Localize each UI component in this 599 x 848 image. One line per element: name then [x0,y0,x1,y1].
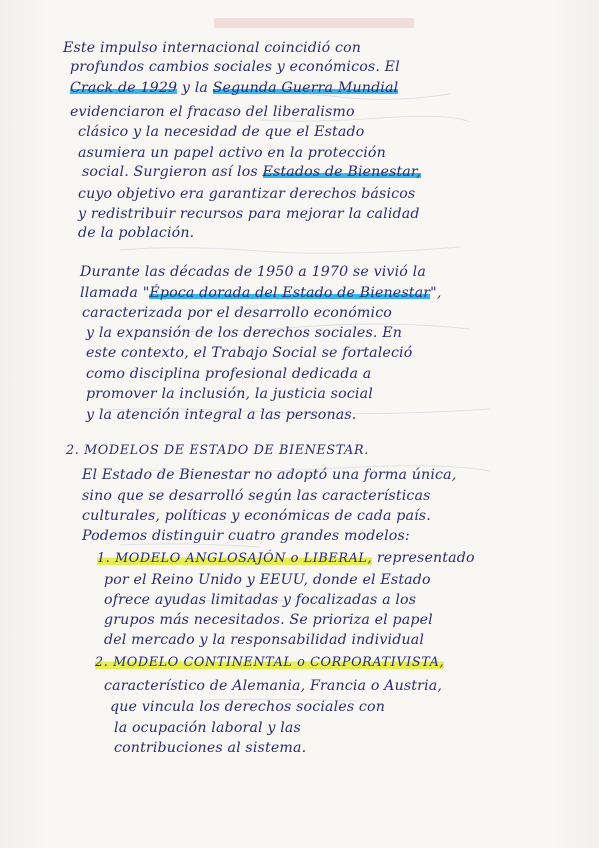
text-line: la ocupación laboral y las [114,720,301,736]
text-line: grupos más necesitados. Se prioriza el papel [104,612,433,628]
text-line: y redistribuir recursos para mejorar la calidad [78,206,420,222]
text-line: este contexto, el Trabajo Social se fortaleció [86,345,413,361]
text-line: que vincula los derechos sociales con [110,699,386,715]
highlight-estados-bienestar: Estados de Bienestar, [262,164,421,180]
highlight-crack-1929: Crack de 1929 [70,80,178,96]
torn-paper-edge [214,18,414,28]
text-line: y la atención integral a las personas. [86,407,357,423]
text-line: Este impulso internacional coincidió con [63,40,362,56]
text-line: Durante las décadas de 1950 a 1970 se vivió la [80,264,426,280]
text-line: caracterizada por el desarrollo económico [82,305,392,321]
highlight-modelo-continental: 2. MODELO CONTINENTAL o CORPORATIVISTA, [95,655,445,670]
text-line: por el Reino Unido y EEUU, donde el Estado [104,572,431,588]
text-line [95,652,444,673]
text-line: cuyo objetivo era garantizar derechos básicos [78,186,416,202]
text-line: contribuciones al sistema. [114,740,307,756]
text-line: Crack de 1929 y la Segunda Guerra Mundial [70,80,399,96]
text-line: característico de Alemania, Francia o Austria, [104,678,443,694]
text-line: asumiera un papel activo en la protección [78,145,386,161]
highlight-epoca-dorada: Época dorada del Estado de Bienestar [149,285,431,301]
text-line: 1. MODELO ANGLOSAJÓN o LIBERAL, representado [97,550,475,566]
text-line: y la expansión de los derechos sociales. En [86,325,402,341]
text-line: Podemos distinguir cuatro grandes modelos: [82,528,410,544]
text-line: evidenciaron el fracaso del liberalismo [70,104,355,120]
text-line: del mercado y la responsabilidad individual [104,632,425,648]
text-line: ofrece ayudas limitadas y focalizadas a los [104,592,417,608]
text-line: clásico y la necesidad de que el Estado [78,124,365,140]
text-line: sino que se desarrolló según las características [82,488,431,504]
section-heading: 2. MODELOS DE ESTADO DE BIENESTAR. [66,443,369,458]
text-line: de la población. [78,225,195,241]
text-line: social. Surgieron así los Estados de Bienestar, [82,164,421,180]
text-line: profundos cambios sociales y económicos. El [70,59,400,75]
text-line: culturales, políticas y económicas de cada país. [82,508,431,524]
highlight-modelo-anglosajon: 1. MODELO ANGLOSAJÓN o LIBERAL, [97,551,373,566]
highlight-segunda-guerra: Segunda Guerra Mundial [212,80,399,96]
text-line: El Estado de Bienestar no adoptó una forma única, [82,467,457,483]
text-line: como disciplina profesional dedicada a [86,366,372,382]
text-line: llamada "Época dorada del Estado de Bienestar", [80,285,442,301]
text-line: promover la inclusión, la justicia social [86,386,373,402]
